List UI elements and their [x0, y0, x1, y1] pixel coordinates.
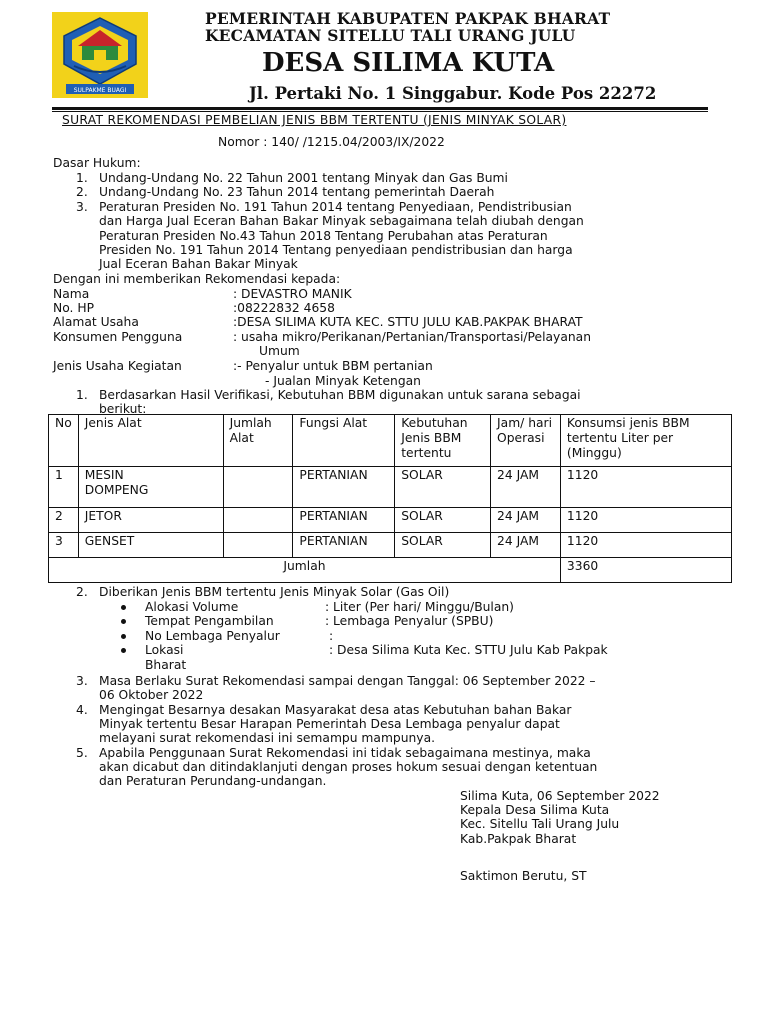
- bullet-icon: [121, 634, 126, 639]
- field-value-address: :DESA SILIMA KUTA KEC. STTU JULU KAB.PAKPAK BHARAT: [233, 315, 583, 329]
- table-cell: 2: [49, 508, 79, 533]
- table-total-label: Jumlah: [49, 558, 561, 583]
- table-cell: [223, 508, 293, 533]
- table-total-value: 3360: [560, 558, 731, 583]
- point4-text: Mengingat Besarnya desakan Masyarakat desa atas Kebutuhan bahan Bakar: [99, 703, 572, 717]
- pickup-label: Tempat Pengambilan: [145, 614, 274, 628]
- table-header: Jam/ hari Operasi: [491, 415, 561, 467]
- header-district: KECAMATAN SITELLU TALI URANG JULU: [205, 26, 576, 45]
- table-cell: PERTANIAN: [293, 533, 395, 558]
- header-rule-thick: [52, 107, 708, 110]
- point-number: 2.: [76, 585, 88, 599]
- bullet-icon: [121, 648, 126, 653]
- field-value-business-cont: - Jualan Minyak Ketengan: [265, 374, 421, 388]
- field-value-consumer: : usaha mikro/Perikanan/Pertanian/Transportasi/Pelayanan: [233, 330, 591, 344]
- equipment-table: [48, 414, 732, 583]
- table-cell: 24 JAM: [491, 467, 561, 508]
- point4-text: melayani surat rekomendasi ini semampu mampunya.: [99, 731, 436, 745]
- field-label: Nama: [53, 287, 90, 301]
- header-village: DESA SILIMA KUTA: [262, 48, 555, 78]
- table-cell: 1120: [560, 508, 731, 533]
- table-total-row: [49, 558, 732, 583]
- point1-text: berikut:: [99, 402, 147, 416]
- location-label: Lokasi: [145, 643, 184, 657]
- point-number: 1.: [76, 388, 88, 402]
- legal-basis-item: Peraturan Presiden No.43 Tahun 2018 Tentang Perubahan atas Peraturan: [99, 229, 548, 243]
- field-value-name: : DEVASTRO MANIK: [233, 287, 352, 301]
- point3-text: 06 Oktober 2022: [99, 688, 204, 702]
- table-cell: [223, 533, 293, 558]
- legal-basis-number: 3.: [76, 200, 88, 214]
- signature-regency: Kab.Pakpak Bharat: [460, 832, 577, 846]
- allocation-label: Alokasi Volume: [145, 600, 239, 614]
- field-label: Konsumen Pengguna: [53, 330, 183, 344]
- point3-text: Masa Berlaku Surat Rekomendasi sampai dengan Tanggal: 06 September 2022 –: [99, 674, 596, 688]
- table-row: [49, 467, 732, 508]
- table-cell: 1120: [560, 467, 731, 508]
- signatory-name: Saktimon Berutu, ST: [460, 869, 587, 883]
- table-cell: 3: [49, 533, 79, 558]
- field-value-phone: :08222832 4658: [233, 301, 335, 315]
- header-address: Jl. Pertaki No. 1 Singgabur. Kode Pos 22272: [249, 84, 657, 103]
- table-row: [49, 508, 732, 533]
- table-cell: 1120: [560, 533, 731, 558]
- point5-text: akan dicabut dan ditindaklanjuti dengan proses hokum sesuai dengan ketentuan: [99, 760, 598, 774]
- header-government: PEMERINTAH KABUPATEN PAKPAK BHARAT: [205, 9, 611, 28]
- legal-basis-item: Presiden No. 191 Tahun 2014 Tentang penyediaan pendistribusian dan harga: [99, 243, 573, 257]
- table-cell: JETOR: [78, 508, 223, 533]
- point-number: 5.: [76, 746, 88, 760]
- point4-text: Minyak tertentu Besar Harapan Pemerintah Desa Lembaga penyalur dapat: [99, 717, 560, 731]
- letter-number: Nomor : 140/ /1215.04/2003/IX/2022: [218, 135, 445, 149]
- distributor-value: :: [329, 629, 334, 643]
- table-header-row: [49, 415, 732, 467]
- table-header: Jumlah Alat: [223, 415, 293, 467]
- distributor-label: No Lembaga Penyalur: [145, 629, 280, 643]
- recommendation-intro: Dengan ini memberikan Rekomendasi kepada:: [53, 272, 341, 286]
- table-cell: 24 JAM: [491, 533, 561, 558]
- point2-text: Diberikan Jenis BBM tertentu Jenis Minyak Solar (Gas Oil): [99, 585, 450, 599]
- table-header: Kebutuhan Jenis BBM tertentu: [395, 415, 491, 467]
- legal-basis-item: dan Harga Jual Eceran Bahan Bakar Minyak sebagaimana telah diubah dengan: [99, 214, 584, 228]
- svg-text:SULPAKME BUAGI: SULPAKME BUAGI: [73, 87, 127, 94]
- field-label: Jenis Usaha Kegiatan: [53, 359, 182, 373]
- field-label: No. HP: [53, 301, 94, 315]
- table-cell: 1: [49, 467, 79, 508]
- table-cell: 24 JAM: [491, 508, 561, 533]
- legal-basis-number: 2.: [76, 185, 88, 199]
- table-cell: PERTANIAN: [293, 467, 395, 508]
- table-header: Jenis Alat: [78, 415, 223, 467]
- table-cell: SOLAR: [395, 508, 491, 533]
- letter-title: SURAT REKOMENDASI PEMBELIAN JENIS BBM TERTENTU (JENIS MINYAK SOLAR): [62, 113, 567, 127]
- legal-basis-item: Undang-Undang No. 23 Tahun 2014 tentang pemerintah Daerah: [99, 185, 495, 199]
- table-cell: PERTANIAN: [293, 508, 395, 533]
- pickup-value: : Lembaga Penyalur (SPBU): [325, 614, 494, 628]
- bullet-icon: [121, 605, 126, 610]
- point5-text: dan Peraturan Perundang-undangan.: [99, 774, 327, 788]
- legal-basis-heading: Dasar Hukum:: [53, 156, 141, 170]
- table-row: [49, 533, 732, 558]
- legal-basis-number: 1.: [76, 171, 88, 185]
- table-header: Fungsi Alat: [293, 415, 395, 467]
- signature-district: Kec. Sitellu Tali Urang Julu: [460, 817, 620, 831]
- location-value: : Desa Silima Kuta Kec. STTU Julu Kab Pakpak: [329, 643, 608, 657]
- bullet-icon: [121, 619, 126, 624]
- point5-text: Apabila Penggunaan Surat Rekomendasi ini tidak sebagaimana mestinya, maka: [99, 746, 591, 760]
- field-value-business: :- Penyalur untuk BBM pertanian: [233, 359, 433, 373]
- header-rule-thin: [52, 111, 708, 112]
- signature-place-date: Silima Kuta, 06 September 2022: [460, 789, 660, 803]
- table-cell: MESIN DOMPENG: [78, 467, 223, 508]
- legal-basis-item: Undang-Undang No. 22 Tahun 2001 tentang Minyak dan Gas Bumi: [99, 171, 508, 185]
- field-value-consumer-cont: Umum: [259, 344, 300, 358]
- location-value-cont: Bharat: [145, 658, 187, 672]
- legal-basis-item: Peraturan Presiden No. 191 Tahun 2014 tentang Penyediaan, Pendistribusian: [99, 200, 572, 214]
- field-label: Alamat Usaha: [53, 315, 139, 329]
- point-number: 3.: [76, 674, 88, 688]
- table-header: Konsumsi jenis BBM tertentu Liter per (Minggu): [560, 415, 731, 467]
- table-header: No: [49, 415, 79, 467]
- table-cell: GENSET: [78, 533, 223, 558]
- table-cell: SOLAR: [395, 467, 491, 508]
- allocation-value: : Liter (Per hari/ Minggu/Bulan): [325, 600, 514, 614]
- point1-text: Berdasarkan Hasil Verifikasi, Kebutuhan BBM digunakan untuk sarana sebagai: [99, 388, 581, 402]
- regency-logo-icon: [52, 12, 148, 98]
- signature-position: Kepala Desa Silima Kuta: [460, 803, 610, 817]
- table-cell: [223, 467, 293, 508]
- point-number: 4.: [76, 703, 88, 717]
- table-cell: SOLAR: [395, 533, 491, 558]
- legal-basis-item: Jual Eceran Bahan Bakar Minyak: [99, 257, 298, 271]
